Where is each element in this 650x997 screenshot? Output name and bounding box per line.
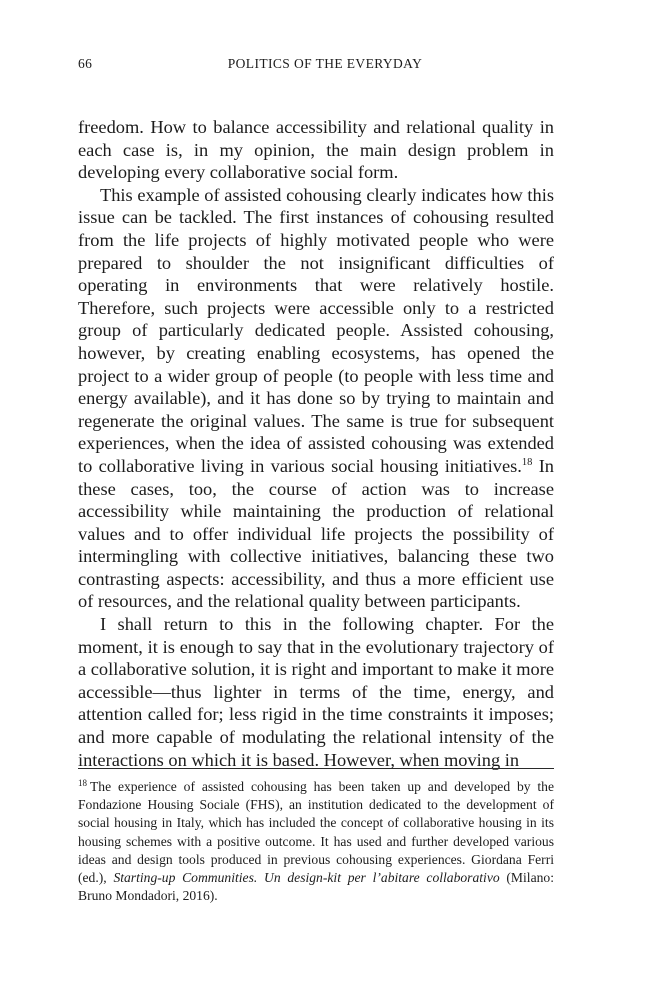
main-text [78,116,554,771]
paragraph-2-text: This example of assisted cohousing clearly indicates how this issue can be tackled. The first instances of cohousing resulted from the life projects of highly motivated people who were prepared to shoulder the not insignificant difficulties of operating in environments that were relatively hostile. Therefore, such projects were accessible only to a restricted group of particularly dedicated people. Assisted cohousing, however, by creating enabling ecosystems, has opened the project to a wider group of people (to people with less time and energy available), and it has done so by trying to maintain and regenerate the original values. The same is true for subsequent experiences, when the idea of assisted cohousing was extended to collaborative living in various social housing initiatives. [78,184,554,476]
footnotes [78,778,554,905]
running-header [78,56,554,76]
footnote-divider [78,768,554,769]
footnote-reference[interactable]: 18 [521,456,533,468]
page-number: 66 [78,56,93,71]
paragraph-1: freedom. How to balance accessibility and relational quality in each case is, in my opinion, the main design problem in developing every collaborative social form. [78,117,554,183]
footnote-text: The experience of assisted cohousing has been taken up and developed by the Fondazione Housing Sociale (FHS), an institution dedicated to the development of social housing in Italy, which has included the concept of collaborative housing in its housing schemes with a positive outcome. It has used and further developed various ideas and design tools produced in previous cohousing experiences. Giordana Ferri (ed.), [78,779,554,886]
footnote-18 [78,778,554,905]
running-title: POLITICS OF THE EVERYDAY [227,56,423,71]
paragraph-2 [78,184,554,613]
paragraph-3: I shall return to this in the following chapter. For the moment, it is enough to say that in the evolutionary trajectory of a collaborative solution, it is right and important to make it more accessible—thus lighter in terms of the time, energy, and attention called for; less rigid in the time constraints it imposes; and more capable of modulating the relational intensity of the interactions on which it is based. However, when moving in [78,614,555,770]
footnote-book-title: Starting-up Communities. Un design-kit per l’abitare collaborativo [113,870,500,886]
footnote-number: 18 [78,778,87,788]
paragraph-2-tail: In these cases, too, the course of action was to increase accessibility while maintaining the production of relational values and to offer individual life projects the possibility of intermingling with collective initiatives, balancing these two contrasting aspects: accessibility, and thus a more efficient use of resources, and the relational quality between participants. [78,455,555,612]
footnote-publication: (Milano: Bruno Mondadori, 2016). [78,870,554,904]
